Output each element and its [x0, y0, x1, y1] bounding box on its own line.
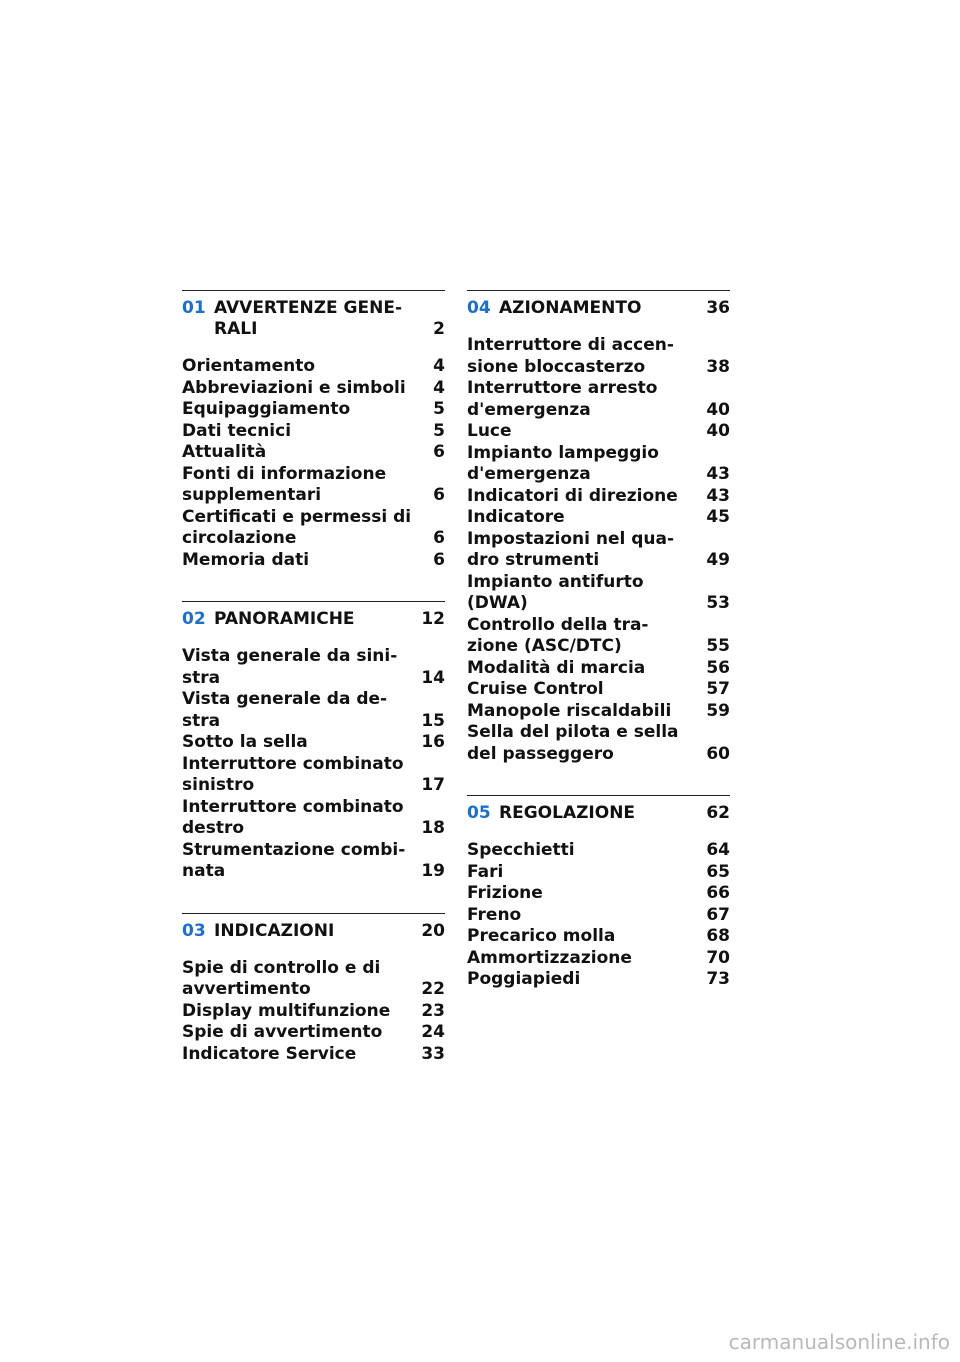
toc-entry-line [467, 679, 730, 701]
toc-entry[interactable] [467, 840, 730, 862]
toc-entry-line [182, 732, 445, 754]
toc-entry-line [467, 701, 730, 723]
toc-entry-line [182, 646, 445, 668]
toc-entry-page: 66 [706, 883, 730, 903]
toc-entry-title: Sotto la sella [182, 732, 308, 752]
toc-entry-line [467, 550, 730, 572]
toc-entry-line [467, 926, 730, 948]
toc-entry-line [467, 421, 730, 443]
toc-entry[interactable] [182, 958, 445, 1001]
toc-entry-page: 6 [433, 442, 445, 462]
toc-entry-line [467, 400, 730, 422]
toc-entry[interactable] [182, 378, 445, 400]
toc-entry-title: supplementari [182, 485, 322, 505]
toc-entry-page: 45 [706, 507, 730, 527]
chapter-title-block [499, 803, 730, 824]
toc-entry-page: 73 [706, 969, 730, 989]
toc-entry-line [182, 1044, 445, 1066]
chapter-title-block [214, 298, 445, 340]
toc-entry-title: dro strumenti [467, 550, 600, 570]
toc-entry-line [467, 593, 730, 615]
toc-entry-title: Impianto antifurto [467, 571, 644, 592]
toc-entry-title: Fonti di informazione [182, 463, 387, 484]
toc-entry-line [182, 689, 445, 711]
toc-entry-line [182, 442, 445, 464]
toc-entry-page: 4 [433, 377, 445, 398]
toc-entry-line [467, 658, 730, 680]
toc-entry[interactable] [182, 840, 445, 883]
toc-entry[interactable] [467, 862, 730, 884]
toc-entry-title: Impianto lampeggio [467, 442, 659, 463]
toc-entry-title: Interruttore arresto [467, 378, 658, 398]
toc-entry[interactable] [182, 1022, 445, 1044]
toc-entry-title: avvertimento [182, 979, 311, 999]
chapter-title-line [499, 298, 730, 319]
toc-entry-title: destro [182, 818, 245, 838]
chapter-title: AVVERTENZE GENE- [214, 298, 403, 318]
toc-section [467, 290, 730, 765]
toc-entry[interactable] [467, 421, 730, 443]
chapter-title: REGOLAZIONE [499, 803, 636, 823]
toc-entry-page: 23 [421, 1000, 445, 1021]
toc-entry[interactable] [467, 486, 730, 508]
toc-entry-line [182, 485, 445, 507]
toc-section [182, 290, 445, 571]
toc-entry-line [467, 969, 730, 991]
toc-entry-page: 65 [706, 861, 730, 882]
toc-entry-title: Poggiapiedi [467, 969, 581, 989]
toc-entry[interactable] [182, 464, 445, 507]
chapter-number: 03 [182, 920, 206, 941]
toc-entry-line [467, 357, 730, 379]
toc-entry[interactable] [467, 701, 730, 723]
chapter-page-number: 2 [433, 319, 445, 339]
toc-entry[interactable] [182, 399, 445, 421]
toc-entry[interactable] [467, 658, 730, 680]
toc-entry-page: 6 [433, 549, 445, 570]
toc-entry-title: Fari [467, 861, 504, 882]
toc-entry-line [182, 356, 445, 378]
toc-entry-page: 33 [421, 1043, 445, 1064]
toc-entry[interactable] [182, 356, 445, 378]
toc-entry-title: Interruttore combinato [182, 753, 404, 774]
toc-entry-page: 64 [706, 840, 730, 860]
toc-entry-title: zione (ASC/DTC) [467, 636, 622, 656]
toc-entry[interactable] [467, 905, 730, 927]
toc-entry-line [467, 507, 730, 529]
toc-entry-page: 17 [421, 775, 445, 795]
toc-entry-title: Controllo della tra- [467, 614, 649, 635]
toc-entry-line [467, 722, 730, 744]
toc-entry-title: d'emergenza [467, 464, 591, 484]
toc-entry-title: nata [182, 861, 226, 881]
toc-entry-title: stra [182, 667, 221, 688]
toc-entry[interactable] [467, 443, 730, 486]
toc-entry[interactable] [182, 732, 445, 754]
toc-entry[interactable] [182, 442, 445, 464]
toc-entry-title: Specchietti [467, 840, 575, 860]
toc-entry[interactable] [467, 969, 730, 991]
toc-entry-page: 53 [706, 593, 730, 613]
toc-entry-line [467, 883, 730, 905]
toc-entry-title: Dati tecnici [182, 420, 292, 441]
chapter-title: PANORAMICHE [214, 609, 355, 629]
toc-entry-page: 22 [421, 979, 445, 999]
toc-entry-page: 60 [706, 743, 730, 764]
section-heading[interactable] [182, 291, 445, 340]
chapter-title-block [214, 921, 445, 942]
toc-section [182, 601, 445, 883]
toc-entry-title: stra [182, 710, 221, 731]
chapter-title-line [214, 319, 445, 340]
toc-entry-line [182, 754, 445, 776]
toc-entry-line [182, 507, 445, 529]
toc-entry[interactable] [467, 883, 730, 905]
toc-entry[interactable] [467, 679, 730, 701]
toc-entry-title: sione bloccasterzo [467, 356, 646, 377]
toc-entry[interactable] [467, 507, 730, 529]
chapter-title: INDICAZIONI [214, 920, 335, 941]
toc-entry-line [182, 421, 445, 443]
toc-entry-line [467, 378, 730, 400]
toc-entry-line [182, 464, 445, 486]
chapter-title-line [214, 298, 445, 319]
chapter-title-line [214, 921, 445, 942]
toc-entry-title: Cruise Control [467, 679, 604, 699]
toc-entry-line [182, 550, 445, 572]
toc-entry-title: Ammortizzazione [467, 947, 632, 968]
toc-entry-page: 57 [706, 679, 730, 699]
toc-entry[interactable] [182, 646, 445, 689]
toc-entry-page: 4 [433, 356, 445, 376]
toc-entry-line [182, 1022, 445, 1044]
toc-entry-line [182, 958, 445, 980]
toc-entry-title: Frizione [467, 883, 543, 903]
toc-entry-line [467, 840, 730, 862]
section-heading[interactable] [182, 914, 445, 942]
toc-entry-line [467, 486, 730, 508]
toc-entry-title: Interruttore di accen- [467, 335, 674, 355]
toc-entry-title: sinistro [182, 775, 255, 795]
toc-entry[interactable] [467, 335, 730, 378]
toc-entry-line [182, 840, 445, 862]
toc-entry-title: Spie di avvertimento [182, 1022, 383, 1042]
toc-column-left [182, 290, 445, 1095]
toc-entry-page: 40 [706, 399, 730, 420]
toc-entry[interactable] [182, 797, 445, 840]
toc-entry-title: Indicatore Service [182, 1043, 357, 1064]
toc-entry[interactable] [467, 615, 730, 658]
chapter-page-number: 36 [706, 298, 730, 318]
toc-entry-title: Interruttore combinato [182, 796, 404, 817]
toc-entry[interactable] [467, 572, 730, 615]
chapter-number: 02 [182, 609, 206, 629]
toc-entry-line [467, 862, 730, 884]
toc-entry-title: Spie di controllo e di [182, 957, 381, 978]
toc-entry-line [467, 572, 730, 594]
chapter-page-number: 12 [421, 609, 445, 629]
toc-entry-title: Modalità di marcia [467, 657, 646, 678]
chapter-title-block [214, 609, 445, 630]
toc-entry-line [182, 711, 445, 733]
toc-entry[interactable] [182, 507, 445, 550]
toc-entry-line [182, 668, 445, 690]
section-heading[interactable] [182, 602, 445, 630]
toc-entry-page: 68 [706, 926, 730, 946]
toc-entry[interactable] [467, 926, 730, 948]
chapter-title-block [499, 298, 730, 319]
toc-column-right [467, 290, 730, 1021]
toc-entry-title: Strumentazione combi- [182, 839, 406, 860]
toc-entry-line [467, 529, 730, 551]
toc-entry[interactable] [182, 421, 445, 443]
toc-entry-line [182, 378, 445, 400]
toc-section [467, 795, 730, 991]
toc-entry-page: 5 [433, 420, 445, 441]
chapter-title-line [214, 609, 445, 630]
toc-entry[interactable] [467, 948, 730, 970]
toc-entry-line [467, 905, 730, 927]
toc-entry[interactable] [182, 754, 445, 797]
toc-entry-title: Precarico molla [467, 926, 616, 946]
toc-entry-title: Memoria dati [182, 549, 310, 570]
toc-entry-title: Luce [467, 421, 512, 441]
chapter-number: 04 [467, 298, 491, 318]
toc-entry-page: 5 [433, 399, 445, 419]
toc-entry-page: 6 [433, 528, 445, 548]
toc-entry-title: Equipaggiamento [182, 399, 351, 419]
chapter-page-number: 62 [706, 803, 730, 823]
section-heading[interactable] [467, 291, 730, 319]
toc-entry-page: 16 [421, 732, 445, 752]
toc-entry-title: Manopole riscaldabili [467, 700, 672, 721]
toc-entry-line [182, 775, 445, 797]
toc-entry-line [467, 335, 730, 357]
toc-entry[interactable] [467, 378, 730, 421]
toc-entry[interactable] [182, 689, 445, 732]
toc-entry-line [467, 744, 730, 766]
toc-entry-line [467, 615, 730, 637]
toc-entry-title: Vista generale da de- [182, 689, 388, 709]
chapter-page-number: 20 [421, 920, 445, 941]
toc-entry-page: 70 [706, 947, 730, 968]
toc-entry-page: 18 [421, 818, 445, 838]
toc-entry[interactable] [467, 722, 730, 765]
toc-entry-line [182, 818, 445, 840]
toc-entry-title: Display multifunzione [182, 1000, 391, 1021]
toc-entry-page: 55 [706, 636, 730, 656]
toc-entry-line [182, 528, 445, 550]
toc-entry[interactable] [182, 1044, 445, 1066]
toc-entry-title: Abbreviazioni e simboli [182, 377, 406, 398]
toc-entry-title: del passeggero [467, 743, 614, 764]
toc-entry[interactable] [182, 550, 445, 572]
toc-entry-page: 15 [421, 710, 445, 731]
toc-entry-title: circolazione [182, 528, 297, 548]
toc-section [182, 913, 445, 1066]
toc-entry-title: d'emergenza [467, 399, 591, 420]
toc-entry-page: 24 [421, 1022, 445, 1042]
toc-entry[interactable] [467, 529, 730, 572]
chapter-number: 05 [467, 803, 491, 823]
watermark-footer[interactable]: carmanualsonline.info [728, 1330, 950, 1354]
toc-entry-line [467, 636, 730, 658]
toc-entry-title: Vista generale da sini- [182, 646, 398, 666]
section-heading[interactable] [467, 796, 730, 824]
chapter-title: RALI [214, 319, 258, 339]
toc-entry-page: 14 [421, 667, 445, 688]
toc-entry-page: 67 [706, 904, 730, 925]
toc-entry-page: 40 [706, 421, 730, 441]
toc-entry-title: Attualità [182, 442, 267, 462]
toc-entry-line [182, 797, 445, 819]
toc-entry-line [467, 443, 730, 465]
toc-entry[interactable] [182, 1001, 445, 1023]
toc-entry-title: (DWA) [467, 593, 528, 613]
toc-entry-title: Orientamento [182, 356, 316, 376]
toc-entry-line [467, 948, 730, 970]
toc-entry-page: 43 [706, 464, 730, 484]
toc-entry-title: Impostazioni nel qua- [467, 528, 675, 549]
toc-entry-line [467, 464, 730, 486]
toc-entry-page: 49 [706, 550, 730, 570]
chapter-title-line [499, 803, 730, 824]
chapter-number: 01 [182, 298, 206, 318]
chapter-title: AZIONAMENTO [499, 298, 642, 318]
toc-entry-page: 43 [706, 485, 730, 506]
toc-entry-page: 6 [433, 485, 445, 505]
toc-entry-page: 56 [706, 657, 730, 678]
toc-entry-page: 59 [706, 700, 730, 721]
toc-entry-title: Certificati e permessi di [182, 506, 412, 527]
toc-entry-line [182, 979, 445, 1001]
toc-entry-title: Indicatore [467, 507, 565, 527]
toc-entry-line [182, 399, 445, 421]
toc-entry-page: 38 [706, 356, 730, 377]
toc-entry-page: 19 [421, 861, 445, 881]
toc-entry-title: Indicatori di direzione [467, 485, 678, 506]
toc-entry-title: Sella del pilota e sella [467, 722, 679, 742]
toc-entry-line [182, 1001, 445, 1023]
toc-entry-line [182, 861, 445, 883]
toc-entry-title: Freno [467, 904, 522, 925]
